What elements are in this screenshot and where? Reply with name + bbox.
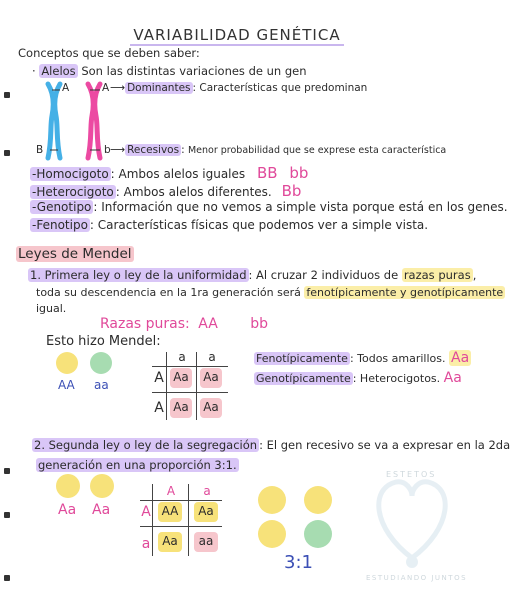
section-title-leyes: Leyes de Mendel [18, 246, 132, 262]
punch-hole [4, 150, 10, 156]
yellow-pea [56, 352, 78, 374]
intro-text: Conceptos que se deben saber: [18, 46, 200, 60]
punnett-header: A [141, 504, 151, 520]
punch-hole [4, 468, 10, 474]
law1-line2: toda su descendencia en la 1ra generación será fenotípicamente y genotípicamente [36, 286, 504, 299]
law2-line2: generación en una proporción 3:1. [38, 458, 237, 472]
yellow-pea [258, 486, 286, 514]
watermark-top-text: ESTETOS [386, 470, 437, 479]
punnett-header: A [154, 370, 164, 386]
punch-hole [4, 575, 10, 581]
watermark-bottom-text: ESTUDIANDO JUNTOS [366, 574, 468, 582]
punch-hole [4, 92, 10, 98]
punnett-header: a [208, 350, 216, 364]
yellow-pea [90, 474, 114, 498]
alelos-term: Alelos [41, 64, 76, 78]
concept-fenotipo: -Fenotipo : Características físicas que podemos ver a simple vista. [32, 218, 429, 232]
punnett-header: A [166, 484, 176, 498]
punnett-cell: Aa [173, 400, 189, 414]
ratio-label: 3:1 [284, 552, 313, 573]
law2-line1: 2. Segunda ley o ley de la segregación : El gen recesivo se va a expresar en la 2da [34, 438, 510, 452]
pea-label: aa [94, 378, 109, 392]
fenotipicamente-note: Fenotípicamente : Todos amarillos. Aa [256, 350, 470, 366]
punch-hole [4, 512, 10, 518]
concept-heterocigoto: -Heterocigoto : Ambos alelos diferentes. Bb [32, 182, 302, 200]
allele-label: B [36, 144, 44, 156]
yellow-pea [56, 474, 80, 498]
dominantes-note: ⟶ Dominantes : Características que predominan [110, 82, 368, 94]
punnett-cell: Aa [203, 400, 219, 414]
punnett-header: A [154, 400, 164, 416]
recesivos-note: ⟶ Recesivos : Menor probabilidad que se exprese esta característica [110, 144, 447, 156]
estetos-logo-watermark [356, 462, 468, 588]
punnett-cell: Aa [173, 370, 189, 384]
green-pea [304, 520, 332, 548]
page-title: VARIABILIDAD GENÉTICA [0, 26, 474, 46]
punnett-cell: Aa [162, 534, 178, 548]
punnett-cell: Aa [198, 504, 214, 518]
law1-line1: 1. Primera ley o ley de la uniformidad : Al cruzar 2 individuos de razas puras , [30, 268, 477, 282]
pea-label: Aa [58, 502, 77, 518]
pea-label: Aa [92, 502, 111, 518]
concept-homocigoto: -Homocigoto : Ambos alelos iguales BB bb [32, 164, 309, 182]
yellow-pea [258, 520, 286, 548]
arrow-right-icon: ⟶ [110, 82, 126, 94]
allele-label: A [102, 82, 110, 94]
arrow-right-icon: ⟶ [110, 144, 126, 156]
green-pea [90, 352, 112, 374]
punnett-header: a [203, 484, 211, 498]
yellow-pea [304, 486, 332, 514]
pea-label: AA [58, 378, 75, 392]
punnett-cell: AA [161, 504, 179, 518]
alelos-definition [32, 64, 307, 78]
esto-hizo-mendel: Esto hizo Mendel: [46, 334, 161, 349]
alelos-text: Son las distintas variaciones de un gen [81, 64, 307, 78]
punnett-header: a [178, 350, 186, 364]
punnett-cell: Aa [203, 370, 219, 384]
law1-line3: igual. [36, 302, 67, 315]
allele-label: b [104, 144, 111, 156]
punnett-cell: aa [198, 534, 214, 548]
allele-label: A [62, 82, 70, 94]
genotipicamente-note: Genotípicamente : Heterocigotos. Aa [256, 370, 462, 386]
razas-puras: Razas puras: AA bb [100, 316, 269, 332]
punnett-header: a [141, 536, 151, 552]
alelos-bullet-icon: · [32, 64, 36, 78]
concept-genotipo: -Genotipo : Información que no vemos a simple vista porque está en los genes. [32, 200, 508, 214]
